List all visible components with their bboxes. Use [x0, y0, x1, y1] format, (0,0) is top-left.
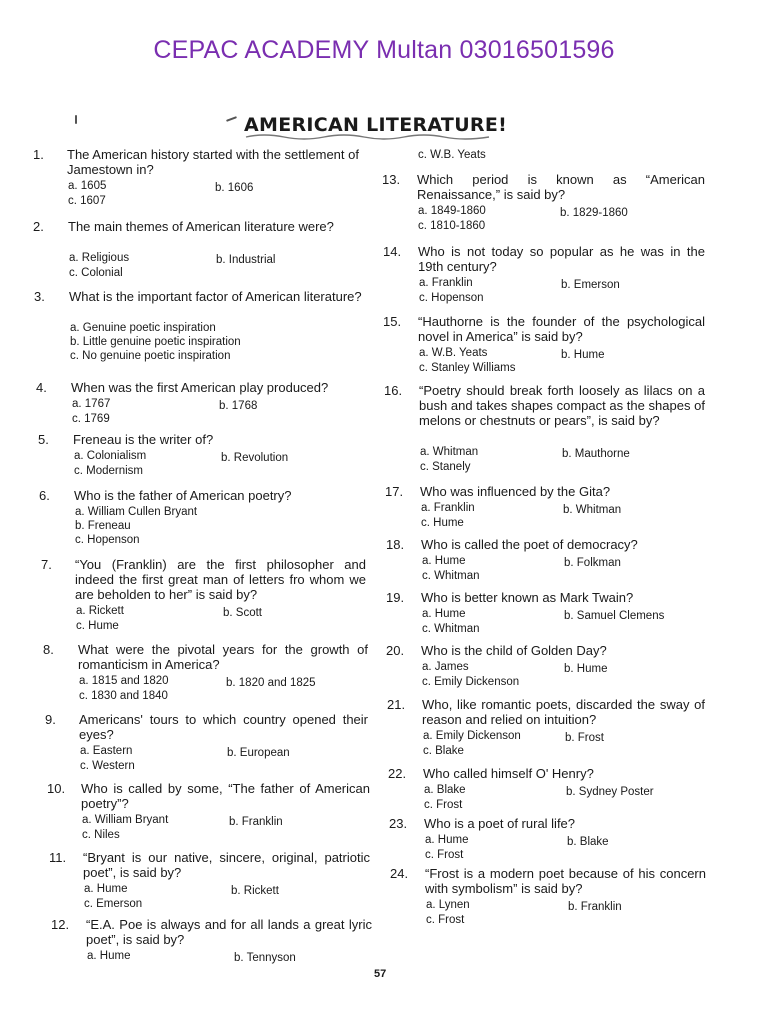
question-number: 9. [45, 712, 56, 727]
option-b: b. Little genuine poetic inspiration [70, 336, 241, 348]
option-a: a. Hume [87, 950, 131, 962]
question-number: 4. [36, 380, 47, 395]
question-text: “Hauthorne is the founder of the psychological novel in America” is said by? [418, 314, 705, 344]
option-b: b. Franklin [229, 816, 283, 828]
option-b: b. Sydney Poster [566, 786, 654, 798]
question-number: 22. [388, 766, 407, 781]
question-text: What were the pivotal years for the growth of romanticism in America? [78, 642, 368, 672]
option-a: a. Whitman [420, 446, 479, 458]
question-block [45, 712, 368, 792]
option-a: a. Emily Dickenson [423, 730, 521, 742]
question-block [384, 383, 705, 473]
question-number: 24. [390, 866, 409, 881]
watermark-text: CEPAC ACADEMY Multan 03016501596 [153, 36, 615, 64]
question-text: “Frost is a modern poet because of his concern with symbolism” is said by? [425, 866, 706, 896]
question-number: 11. [49, 850, 67, 865]
question-block [382, 172, 705, 252]
option-c: c. Blake [423, 745, 464, 757]
option-c: c. Emily Dickenson [422, 676, 520, 688]
option-c: c. Modernism [74, 465, 144, 477]
option-c: c. Hopenson [75, 534, 140, 546]
question-text: When was the first American play produced? [71, 380, 329, 395]
option-a: a. Genuine poetic inspiration [70, 322, 216, 334]
question-number: 15. [383, 314, 402, 329]
question-number: 7. [41, 557, 52, 572]
option-a: a. Blake [424, 784, 466, 796]
option-a: a. 1815 and 1820 [79, 675, 169, 687]
question-text: Who called himself O' Henry? [423, 766, 594, 781]
option-a: a. Eastern [80, 745, 133, 757]
option-b: b. Whitman [563, 504, 622, 516]
option-b: b. Blake [567, 836, 609, 848]
question-text: “You (Franklin) are the first philosopher and indeed the first great man of letters fro whom we are beholden to her” is said by? [75, 557, 366, 602]
question-block [39, 488, 362, 568]
question-number: 5. [38, 432, 49, 447]
question-number: 20. [386, 643, 405, 658]
option-b: b. Industrial [216, 254, 276, 266]
option-b: b. Rickett [231, 885, 279, 897]
option-c: c. Hume [76, 620, 119, 632]
option-b: b. 1820 and 1825 [226, 677, 316, 689]
option-a: a. Hume [84, 883, 128, 895]
question-number: 2. [33, 219, 44, 234]
question-number: 10. [47, 781, 66, 796]
question-number: 18. [386, 537, 405, 552]
option-c: c. Whitman [422, 570, 480, 582]
question-text: Freneau is the writer of? [73, 432, 214, 447]
question-number: 1. [33, 147, 44, 162]
question-text: What is the important factor of American literature? [69, 289, 362, 304]
question-block [41, 557, 366, 637]
scan-mark [226, 116, 237, 122]
question-number: 12. [51, 917, 70, 932]
page-number: 57 [374, 968, 387, 980]
question-block [33, 219, 361, 299]
question-text: Who is a poet of rural life? [424, 816, 576, 831]
option-c: c. Niles [82, 829, 120, 841]
option-a: a. Hume [425, 834, 469, 846]
question-text: Americans' tours to which country opened their eyes? [79, 712, 368, 742]
option-a: a. Hume [422, 608, 466, 620]
option-a: a. 1605 [68, 180, 107, 192]
right-column-top-option [418, 148, 718, 164]
option-c: c. Whitman [422, 623, 480, 635]
option-b: b. Freneau [75, 520, 131, 532]
option-a: a. James [422, 661, 469, 673]
question-text: Who is called the poet of democracy? [421, 537, 638, 552]
question-number: 19. [386, 590, 405, 605]
option-c: c. Hume [421, 517, 464, 529]
option-c: c. 1810-1860 [418, 220, 486, 232]
option-a: a. Religious [69, 252, 130, 264]
option-b: b. 1606 [215, 182, 254, 194]
option-c: c. 1830 and 1840 [79, 690, 168, 702]
scan-mark [75, 115, 77, 124]
option-b: b. Mauthorne [562, 448, 630, 460]
option-c: c. Hopenson [419, 292, 484, 304]
option-a: a. 1849-1860 [418, 205, 486, 217]
question-text: “E.A. Poe is always and for all lands a great lyric poet”, is said by? [86, 917, 372, 947]
question-text: The main themes of American literature were? [68, 219, 334, 234]
option-c: c. Stanley Williams [419, 362, 516, 374]
question-text: Who is not today so popular as he was in the 19th century? [418, 244, 705, 274]
option-a: a. Franklin [421, 502, 475, 514]
question-text: Who is better known as Mark Twain? [421, 590, 634, 605]
question-number: 16. [384, 383, 403, 398]
question-text: Who was influenced by the Gita? [420, 484, 611, 499]
question-text: Who, like romantic poets, discarded the sway of reason and relied on intuition? [422, 697, 705, 727]
question-text: “Poetry should break forth loosely as lilacs on a bush and takes shapes compact as the shapes of melons or chestnuts or pears”, is said by? [419, 383, 705, 428]
option-c: c. Frost [425, 849, 464, 861]
question-text: Who is the child of Golden Day? [421, 643, 607, 658]
question-block [387, 697, 705, 777]
question-number: 3. [34, 289, 45, 304]
option-c: c. No genuine poetic inspiration [70, 350, 231, 362]
option-c: c. 1769 [72, 413, 110, 425]
option-b: b. Hume [561, 349, 605, 361]
question-block [47, 781, 370, 861]
question-number: 8. [43, 642, 54, 657]
question-block [33, 147, 359, 227]
question-number: 13. [382, 172, 401, 187]
option-a: a. William Cullen Bryant [75, 506, 198, 518]
option-b: b. Samuel Clemens [564, 610, 665, 622]
option-b: b. Franklin [568, 901, 622, 913]
question-number: 23. [389, 816, 408, 831]
option-a: a. Rickett [76, 605, 124, 617]
title-underline-decoration [244, 132, 494, 142]
question-text: Which period is known as “American Renaissance,” is said by? [417, 172, 705, 202]
option-a: a. Lynen [426, 899, 470, 911]
option-c: c. Colonial [69, 267, 123, 279]
question-block [383, 314, 705, 394]
option-b: b. Emerson [561, 279, 620, 291]
option-b: b. Scott [223, 607, 262, 619]
option-c: c. Frost [424, 799, 463, 811]
question-block [43, 642, 368, 722]
option-c: c. Western [80, 760, 135, 772]
question-number: 14. [383, 244, 402, 259]
question-number: 21. [387, 697, 406, 712]
option-a: a. Hume [422, 555, 466, 567]
option-b: b. 1768 [219, 400, 258, 412]
question-block [390, 866, 706, 946]
option-a: a. W.B. Yeats [419, 347, 488, 359]
option-b: b. European [227, 747, 290, 759]
question-text: Who is the father of American poetry? [74, 488, 292, 503]
option-c: c. Emerson [84, 898, 143, 910]
page-title: AMERICAN LITERATURE! [244, 114, 508, 136]
question-block [383, 244, 705, 324]
option-a: a. William Bryant [82, 814, 169, 826]
option-a: a. Colonialism [74, 450, 147, 462]
option-a: a. Franklin [419, 277, 473, 289]
question-number: 6. [39, 488, 50, 503]
option-b: b. Tennyson [234, 952, 296, 964]
option-c: c. W.B. Yeats [418, 149, 486, 161]
option-b: b. Revolution [221, 452, 289, 464]
question-text: The American history started with the settlement of Jamestown in? [67, 147, 359, 177]
option-c: c. Frost [426, 914, 465, 926]
option-b: b. 1829-1860 [560, 207, 628, 219]
option-c: c. 1607 [68, 195, 106, 207]
option-b: b. Hume [564, 663, 608, 675]
question-text: Who is called by some, “The father of American poetry”? [81, 781, 370, 811]
question-block [34, 289, 362, 369]
option-a: a. 1767 [72, 398, 111, 410]
option-b: b. Frost [565, 732, 604, 744]
option-c: c. Stanely [420, 461, 471, 473]
question-block [51, 917, 372, 997]
question-number: 17. [385, 484, 404, 499]
question-text: “Bryant is our native, sincere, original, patriotic poet”, is said by? [83, 850, 370, 880]
option-b: b. Folkman [564, 557, 621, 569]
